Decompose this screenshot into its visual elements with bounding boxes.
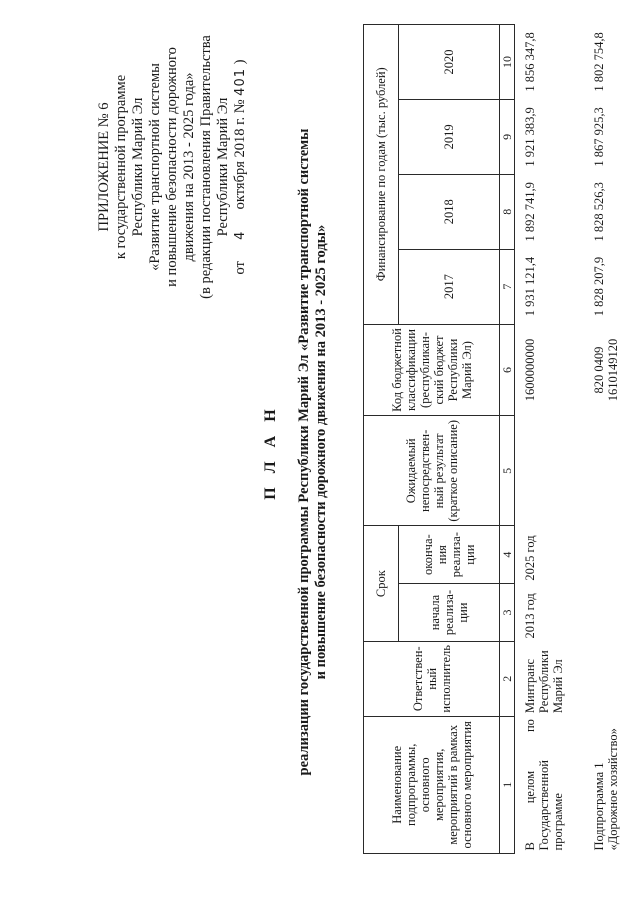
row-2019: 1 867 925,3 [592,107,606,167]
row-2019: 1 921 383,9 [523,107,537,167]
column-number: 5 [500,416,515,526]
column-number: 2 [500,642,515,717]
row-code: 1600000000 [523,338,537,402]
row-start [568,584,623,642]
header-year-2017: 2017 [399,249,500,324]
row-end [568,526,623,584]
appendix-line: Республики Марий Эл [130,97,146,237]
title-block [262,62,330,842]
column-number: 4 [500,526,515,584]
row-2020: 1 856 347,8 [523,32,537,92]
table-row [515,25,569,854]
date-day: 4 [233,230,248,240]
row-name-word: по [523,719,537,733]
resolution-number: 401 [233,67,248,96]
row-code: 820 0409 1610149120 [592,338,620,402]
appendix-line: движения на 2013 - 2025 года» [181,72,197,262]
page-title: П Л А Н [262,404,279,500]
appendix-line: Республики Марий Эл [215,97,231,237]
header-financing: Финансирование по годам (тыс. рублей) [364,25,399,325]
row-executor: Минтранс Республики Марий Эл [523,650,565,714]
appendix-line: (в редакции постановления Правительства [198,35,214,299]
header-term-start: начала реализа-ции [399,584,500,642]
row-name [515,716,569,853]
row-result [515,416,569,526]
header-year-2019: 2019 [399,99,500,174]
header-term-end: оконча-ния реализа-ции [399,526,500,584]
column-number: 3 [500,584,515,642]
column-number: 1 [500,716,515,853]
column-number-row [500,25,515,854]
subtitle-line: реализации государственной программы Республики Марий Эл «Развитие транспортной системы [296,128,312,776]
row-name-word: целом [523,770,537,804]
column-number: 9 [500,99,515,174]
row-name-word: В [523,842,537,851]
row-2020: 1 802 754,8 [592,32,606,92]
row-2018: 1 892 741,9 [523,182,537,242]
column-number: 8 [500,174,515,249]
row-end: 2025 год [523,535,537,581]
page-subtitle [296,62,330,842]
appendix-title: ПРИЛОЖЕНИЕ № 6 [96,102,112,232]
row-name: Подпрограмма 1 «Дорожное хозяйство» [592,728,620,851]
header-name: Наименование подпрограммы, основного мероприятия, мероприятий в рамках основного мероприятия [364,716,500,853]
appendix-header [96,17,249,317]
table-row [568,25,623,854]
appendix-line: и повышение безопасности дорожного [164,47,180,287]
column-number: 10 [500,25,515,100]
date-text: октября 2018 г. № [232,99,248,210]
row-name-rest: Государственной программе [537,760,565,851]
appendix-line: к государственной программе [113,74,129,260]
column-number: 6 [500,324,515,416]
row-2017: 1 931 121,4 [523,256,537,317]
row-start: 2013 год [523,593,537,639]
header-result: Ожидаемый непосредствен-ный результат (краткое описание) [364,416,500,526]
header-code: Код бюджетной классификации (республикан-ский бюджет Республики Марий Эл) [364,324,500,416]
row-2018: 1 828 526,3 [592,182,606,242]
plan-table [363,24,623,854]
date-prefix: от [232,261,248,275]
header-term: Срок [364,526,399,642]
row-executor [568,642,623,717]
header-executor: Ответствен-ный исполнитель [364,642,500,717]
header-year-2020: 2020 [399,25,500,100]
header-year-2018: 2018 [399,174,500,249]
row-result [568,416,623,526]
appendix-line: «Развитие транспортной системы [147,63,163,271]
subtitle-line: и повышение безопасности дорожного движения на 2013 - 2025 годы» [313,224,329,680]
appendix-date-line: от 4 октября 2018 г. № 401 ) [232,59,248,275]
column-number: 7 [500,249,515,324]
row-2017: 1 828 207,9 [592,256,606,317]
